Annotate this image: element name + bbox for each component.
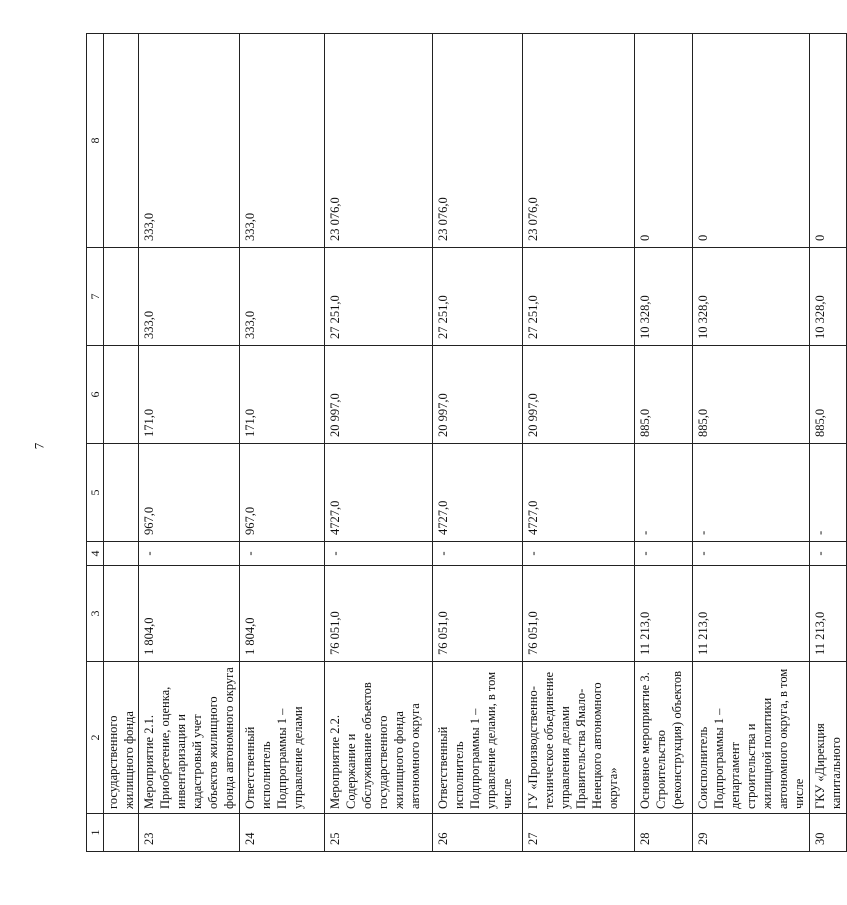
cell-col8: 0 xyxy=(810,34,847,248)
table-row xyxy=(139,34,240,852)
cell-col7: 27 251,0 xyxy=(325,248,433,346)
cell-col6: 171,0 xyxy=(139,346,240,444)
cell-col5: 4727,0 xyxy=(325,444,433,542)
cell-col6: 885,0 xyxy=(693,346,810,444)
cell-col7: 10 328,0 xyxy=(693,248,810,346)
cell-col8: 23 076,0 xyxy=(433,34,523,248)
row-number: 29 xyxy=(693,814,810,852)
cell-col8: 333,0 xyxy=(139,34,240,248)
row-number: 24 xyxy=(240,814,325,852)
row-name: Ответственный исполнитель Подпрограммы 1 – управление делами xyxy=(240,662,325,814)
cell-col6: 20 997,0 xyxy=(325,346,433,444)
cell-col8: 23 076,0 xyxy=(325,34,433,248)
row-number: 25 xyxy=(325,814,433,852)
table-row xyxy=(810,34,847,852)
cell-total: 76 051,0 xyxy=(523,566,635,662)
cell-col7: 10 328,0 xyxy=(635,248,693,346)
continuation-row xyxy=(104,34,139,852)
cell-total: 1 804,0 xyxy=(240,566,325,662)
row-number: 26 xyxy=(433,814,523,852)
cell-col8: 0 xyxy=(693,34,810,248)
cell-col5: 967,0 xyxy=(240,444,325,542)
column-header: 2 xyxy=(87,662,104,814)
cell-col6: 20 997,0 xyxy=(433,346,523,444)
cell-col5: - xyxy=(810,444,847,542)
row-name: Мероприятие 2.1. Приобретение, оценка, инвентаризация и кадастровый учет объектов жилищного фонда автономного округа xyxy=(139,662,240,814)
row-number: 27 xyxy=(523,814,635,852)
cell-col4: - xyxy=(635,542,693,566)
cell-col5: 4727,0 xyxy=(433,444,523,542)
page-number: 7 xyxy=(31,442,47,450)
cell-total: 1 804,0 xyxy=(139,566,240,662)
cell-col5: 967,0 xyxy=(139,444,240,542)
row-name: Ответственный исполнитель Подпрограммы 1 – управление делами, в том числе xyxy=(433,662,523,814)
row-name: Мероприятие 2.2. Содержание и обслуживание объектов государственного жилищного фонда автономного округа xyxy=(325,662,433,814)
cell-total: 11 213,0 xyxy=(693,566,810,662)
column-header: 1 xyxy=(87,814,104,852)
table-row xyxy=(325,34,433,852)
cell-col8: 23 076,0 xyxy=(523,34,635,248)
table-row xyxy=(523,34,635,852)
column-header: 3 xyxy=(87,566,104,662)
header-row xyxy=(87,34,104,852)
cell-col4: - xyxy=(810,542,847,566)
column-header: 8 xyxy=(87,34,104,248)
cell-col7: 333,0 xyxy=(139,248,240,346)
cell-col7: 27 251,0 xyxy=(523,248,635,346)
row-name: ГУ «Производственно-техническое объединение управления делами Правительства Ямало-Ненецкого автономного округа» xyxy=(523,662,635,814)
table-row xyxy=(240,34,325,852)
column-header: 6 xyxy=(87,346,104,444)
cell-col7: 27 251,0 xyxy=(433,248,523,346)
column-header: 4 xyxy=(87,542,104,566)
table-row xyxy=(693,34,810,852)
cell-col5: 4727,0 xyxy=(523,444,635,542)
cell-col7: 10 328,0 xyxy=(810,248,847,346)
cell-col8: 0 xyxy=(635,34,693,248)
row-name: Соисполнитель Подпрограммы 1 – департамент строительства и жилищной политики автономного округа, в том числе xyxy=(693,662,810,814)
cell-col4: - xyxy=(693,542,810,566)
row-number: 23 xyxy=(139,814,240,852)
cell-col7: 333,0 xyxy=(240,248,325,346)
cell-col8: 333,0 xyxy=(240,34,325,248)
cell-col5: - xyxy=(693,444,810,542)
cell-total: 11 213,0 xyxy=(810,566,847,662)
budget-table xyxy=(86,33,847,852)
cell-col5: - xyxy=(635,444,693,542)
cell-col4: - xyxy=(523,542,635,566)
cell-col6: 171,0 xyxy=(240,346,325,444)
continuation-text: государственного жилищного фонда xyxy=(104,662,139,814)
rotated-table-wrapper xyxy=(86,34,843,852)
cell-col6: 885,0 xyxy=(635,346,693,444)
column-header: 5 xyxy=(87,444,104,542)
cell-col4: - xyxy=(139,542,240,566)
cell-col4: - xyxy=(325,542,433,566)
cell-col4: - xyxy=(240,542,325,566)
row-name: Основное мероприятие 3. Строительство (реконструкция) объектов xyxy=(635,662,693,814)
table-row xyxy=(433,34,523,852)
cell-total: 76 051,0 xyxy=(325,566,433,662)
cell-col4: - xyxy=(433,542,523,566)
cell-col6: 20 997,0 xyxy=(523,346,635,444)
cell-col6: 885,0 xyxy=(810,346,847,444)
row-name: ГКУ «Дирекция капитального xyxy=(810,662,847,814)
cell-total: 76 051,0 xyxy=(433,566,523,662)
row-number: 30 xyxy=(810,814,847,852)
cell-total: 11 213,0 xyxy=(635,566,693,662)
column-header: 7 xyxy=(87,248,104,346)
row-number: 28 xyxy=(635,814,693,852)
table-row xyxy=(635,34,693,852)
